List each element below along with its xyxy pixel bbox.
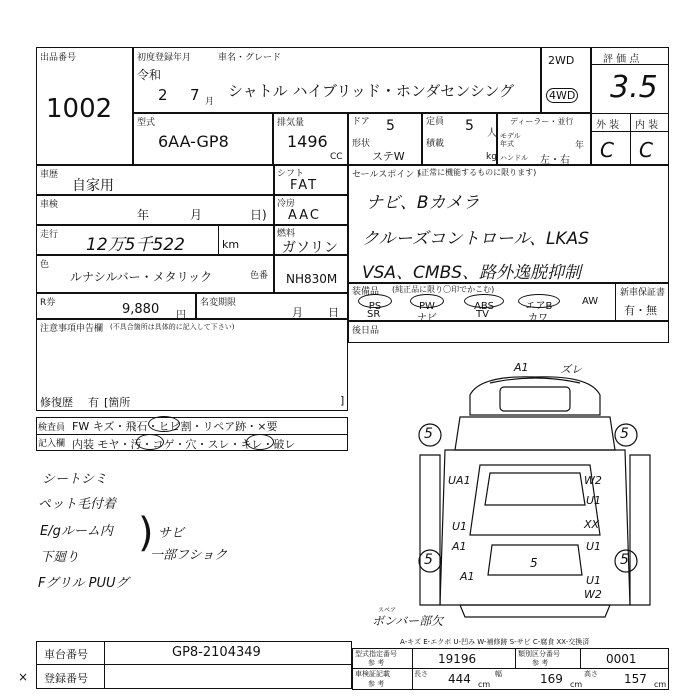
diagram-mark-right-3: XX [584, 518, 600, 531]
recycle-label: R券 [40, 298, 56, 308]
shape-value: ステW [372, 150, 405, 163]
bracket-note-corrosion: 一部フショク [150, 548, 228, 563]
height-label: 高さ [584, 670, 598, 678]
inspection-month-unit: 月 [190, 208, 203, 222]
length-label: 長さ [414, 670, 428, 678]
equipment-label: 装備品 [352, 287, 380, 297]
capacity-label: 定員 [426, 117, 445, 127]
equipment-note: (純正品に限り〇印でかこむ) [392, 285, 495, 294]
repair-label: 修復歴 [40, 396, 73, 409]
diagram-mark-left-2: U1 [452, 520, 468, 533]
diagram-mark-left-4: A1 [460, 570, 475, 583]
legend-entry-label: 記入欄 [38, 439, 66, 449]
diagram-rear [460, 605, 610, 617]
warranty-value: 有・無 [624, 304, 657, 317]
score-label: 評 価 点 [603, 54, 640, 65]
color-code-value: NH830M [286, 272, 338, 286]
diagram-mark-top-a1: A1 [514, 361, 529, 374]
category-sub: 参 考 [532, 659, 549, 667]
handle-value: 左・右 [540, 155, 570, 166]
doors-value: 5 [386, 118, 395, 134]
diagram-right-side [630, 455, 650, 605]
color-label: 色 [40, 260, 50, 270]
legend-circle-dirt [136, 434, 164, 450]
inspection-box [36, 195, 274, 225]
repair-value: 有 [88, 396, 99, 409]
capacity-unit: 人 [487, 128, 497, 139]
ac-label: 冷房 [277, 199, 296, 209]
recycle-value: 9,880 [122, 302, 160, 317]
sales-points-note: (正常に機能するものに限ります) [418, 168, 537, 177]
registration-month-unit: 月 [205, 97, 215, 107]
dimensions-label: 車検証記載 [355, 670, 390, 678]
diagram-legend: A-キズ E-エクボ U-凹み W-補修跡 S-サビ C-腐食 XX-交換済 [400, 638, 590, 646]
bracket-note-rust: サビ [158, 526, 185, 541]
displacement-value: 1496 [287, 132, 328, 151]
diagram-bumper-note: ボンバー部欠 [372, 614, 444, 628]
legend-circle-stone [148, 416, 180, 432]
diagram-spare-label: スペア [378, 607, 397, 614]
diagram-mark-right-5: U1 [586, 574, 602, 587]
name-change-label: 名変期限 [200, 298, 237, 308]
designation-value: 19196 [438, 652, 477, 666]
model-year-unit: 年 [575, 141, 585, 151]
sales-point-line-2: クルーズコントロール、LKAS [362, 229, 589, 249]
legend-circle-scuff [246, 434, 274, 450]
category-value: 0001 [606, 652, 637, 666]
sales-point-line-1: ナビ、Bカメラ [366, 193, 480, 213]
length-value: 444 [448, 672, 471, 686]
history-label: 車歴 [40, 170, 59, 180]
diagram-mark-right-6: W2 [584, 588, 602, 601]
shift-value: FAT [290, 178, 319, 193]
fuel-label: 燃料 [277, 229, 296, 239]
afterparts-label: 後日品 [352, 326, 380, 336]
registration-era: 令和 [137, 68, 162, 82]
model-value: 6AA-GP8 [158, 132, 229, 151]
inspection-label: 車検 [40, 200, 59, 210]
inspection-day-unit: 日) [250, 208, 267, 222]
equipment-ps: PS [358, 294, 392, 308]
handnote-pet-hair: ペット毛付着 [38, 497, 117, 512]
diagram-left-side [420, 455, 440, 605]
model-year-label: モデル年式 [500, 132, 521, 148]
repair-close: ] [340, 394, 345, 407]
car-name-value: シャトル ハイブリッド・ホンダセンシング [228, 82, 515, 100]
color-value: ルナシルバー・メタリック [70, 270, 213, 284]
handnote-front-grille: Fグリル PUUグ [38, 576, 129, 591]
legend-row-2: 内装 モヤ・汚・コゲ・穴・スレ・キレ・破レ [72, 438, 296, 451]
plate-label: 登録番号 [44, 672, 88, 685]
width-unit: cm [570, 680, 583, 689]
handle-label: ハンドル [500, 154, 528, 162]
name-change-month: 月 [292, 306, 303, 319]
mileage-unit: km [222, 238, 240, 251]
category-label: 類別区分番号 [518, 650, 560, 658]
fuel-value: ガソリン [282, 240, 338, 256]
diagram-mark-right-1: W2 [584, 474, 602, 487]
recycle-box [36, 293, 196, 319]
lot-number-label: 出品番号 [40, 53, 77, 63]
diagram-mark-center: 5 [530, 556, 538, 570]
exterior-label: 外 装 [596, 120, 620, 131]
score-value: 3.5 [610, 70, 658, 105]
diagram-circle-rl: 5 [424, 552, 433, 568]
plate-x-mark: × [18, 670, 29, 684]
registration-year: 2 [158, 86, 168, 104]
repair-suffix: [箇所 [104, 396, 131, 409]
legend-row-1: FW キズ・飛石・ヒビ割・リペア跡・×要 [72, 420, 278, 433]
equipment-sr: SR [367, 309, 381, 320]
shape-label: 形状 [352, 139, 371, 149]
equipment-tv: TV [476, 309, 489, 320]
dealer-label: ディーラー・並行 [510, 117, 574, 126]
warranty-label: 新車保証書 [620, 288, 666, 298]
displacement-unit: CC [330, 152, 343, 162]
color-code-label: 色番 [250, 271, 269, 281]
drive-2wd: 2WD [548, 54, 575, 67]
capacity-value: 5 [465, 118, 474, 134]
mileage-label: 走行 [40, 230, 59, 240]
mileage-value: 12万5千522 [86, 235, 185, 255]
exterior-grade: C [600, 138, 614, 162]
shift-label: シフト [277, 169, 305, 179]
drive-4wd: 4WD [546, 88, 578, 103]
model-label: 型式 [137, 118, 156, 128]
load-unit: kg [486, 152, 497, 162]
recycle-unit: 円 [176, 310, 186, 321]
displacement-label: 排気量 [277, 118, 305, 128]
registration-month: 7 [190, 86, 200, 104]
history-value: 自家用 [72, 178, 114, 194]
interior-label: 内 装 [635, 120, 659, 131]
chassis-label: 車台番号 [44, 648, 88, 661]
diagram-mark-top-shift: ズレ [560, 363, 582, 376]
equipment-abs: ABS [464, 294, 504, 308]
diagram-circle-rr: 5 [620, 552, 629, 568]
name-change-day: 日 [328, 306, 339, 319]
ac-value: AAC [288, 208, 321, 223]
diagram-circle-fr: 5 [620, 426, 629, 442]
car-name-label: 車名・グレード [218, 53, 282, 63]
load-label: 積載 [426, 139, 445, 149]
lot-number-value: 1002 [46, 94, 113, 124]
legend-inspect-label: 検査員 [38, 423, 66, 433]
handnote-underbody: 下廻り [40, 550, 80, 565]
width-value: 169 [540, 672, 563, 686]
length-unit: cm [478, 680, 491, 689]
equipment-navi: ナビ [417, 313, 437, 324]
diagram-mark-right-4: U1 [586, 540, 602, 553]
registration-label: 初度登録年月 [137, 53, 192, 63]
afterparts-box [348, 321, 669, 343]
bracket-symbol: ) [138, 510, 154, 556]
handnote-seat-stain: シートシミ [42, 472, 108, 487]
diagram-mark-right-2: U1 [586, 494, 602, 507]
diagram-circle-fl: 5 [424, 426, 433, 442]
diagram-mark-left-3: A1 [452, 540, 467, 553]
interior-grade: C [639, 138, 653, 162]
diagram-hood [470, 377, 600, 415]
width-label: 幅 [495, 670, 502, 678]
inspection-year-unit: 年 [137, 208, 150, 222]
dimensions-sub: 参 考 [368, 680, 385, 688]
chassis-value: GP8-2104349 [172, 645, 261, 660]
equipment-aw: AW [582, 296, 599, 307]
sales-point-line-3: VSA、CMBS、路外逸脱抑制 [362, 263, 582, 283]
designation-label: 型式指定番号 [355, 650, 397, 658]
height-value: 157 [624, 672, 647, 686]
equipment-pw: PW [410, 294, 444, 308]
notes-sub: (不具合箇所は具体的に記入して下さい) [110, 323, 235, 331]
notes-label: 注意事項申告欄 [40, 324, 104, 334]
equipment-leather: カワ [528, 313, 548, 324]
doors-label: ドア [352, 117, 370, 127]
equipment-airbag: エアB [518, 294, 560, 308]
car-diagram [400, 355, 670, 625]
sales-points-label: セールスポイント [352, 170, 424, 180]
designation-sub: 参 考 [368, 659, 385, 667]
height-unit: cm [654, 680, 667, 689]
diagram-mark-left-1: UA1 [448, 474, 471, 487]
handnote-engine-room: E/gルーム内 [40, 524, 113, 539]
